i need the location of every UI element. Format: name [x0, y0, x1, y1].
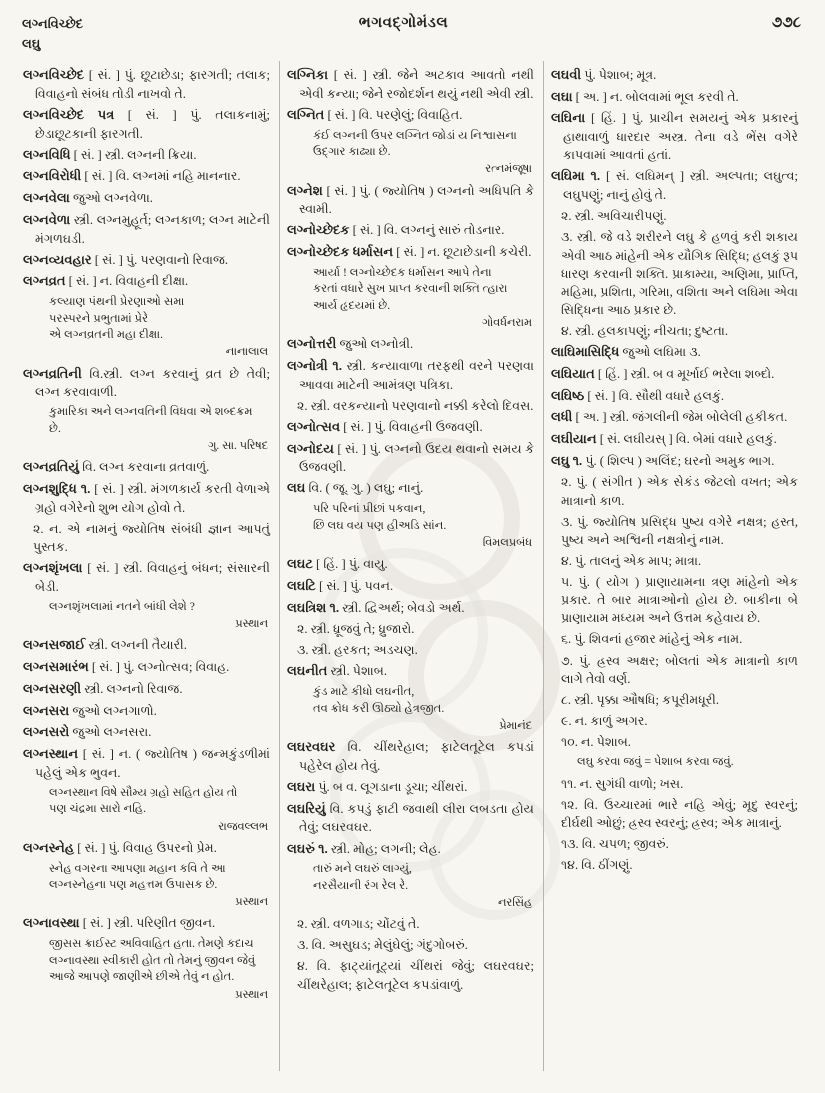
dictionary-entry: લગ્નવ્યવહાર [ સં. ] પું. પરણવાનો રિવાજ.: [23, 251, 229, 267]
citation-line: કુમારિકા અને લગ્નવતિની વિધવા એ શબ્દક્રમ: [49, 405, 253, 419]
entry-headword: લગ્નોત્તરી: [287, 336, 337, 352]
dictionary-entry: લગ્નિકા [ સં. ] સ્ત્રી. જેને અટકાવ આવતો નથી એવી કન્યા; જેને રજોદર્શન થયું નથી એવી સ્ત્રી.: [287, 67, 534, 101]
entry-headword: લગ્નસ્થાન: [23, 746, 79, 762]
dictionary-entry: લગ્નવિચ્છેદ [ સં. ] પું. છૂટાછેડા; ફારગતી; તલાક; વિવાહનો સંબંધ તોડી નાખવો તે.: [23, 67, 270, 101]
entry-headword: લગ્નિત: [287, 106, 325, 122]
entry-headword: લાઘિમાસિદ્ધિ: [551, 344, 620, 360]
dictionary-entry: લગ્નસ્થાન [ સં. ] ન. ( જ્યોતિષ ) જન્મકુંડળીમાં પહેલું એક ભુવન.: [23, 746, 270, 780]
dictionary-entry: લગ્નવિધિ [ સં. ] સ્ત્રી. લગ્નની ક્રિયા.: [23, 146, 197, 162]
dictionary-entry: લઘા [ અ. ] ન. બોલવામાં ભૂલ કરવી તે.: [551, 88, 739, 104]
entry-headword: લઘત્રિશ ૧.: [287, 599, 340, 615]
dictionary-entry: લગ્નસમારંભ [ સં. ] પું. લગ્નોત્સવ; વિવાહ.: [23, 659, 230, 675]
entry-sense: ૨. પું. ( સંગીત ) એક સેકંડ જેટલો વખત; એક માત્રાનો કાળ.: [561, 475, 798, 508]
citation-line: તારું મને લઘરું લાગ્યું,: [313, 862, 412, 876]
column-3: [543, 61, 807, 1071]
citation-line: છિ લઘ વય પણ હીઅડિ સાંન.: [313, 518, 447, 532]
dictionary-entry: લઘિયાત [ હિં. ] સ્ત્રી. બ વ મૂર્ખાઈ ભરેલા શબ્દો.: [551, 365, 775, 381]
citation-line: લગ્નશૃંખલામાં નતને બાંધી લેશે ?: [49, 599, 195, 613]
entry-citation: [287, 861, 534, 911]
entry-citation: [23, 294, 270, 360]
entry-headword: લગ્નવિરોધી: [23, 168, 82, 184]
dictionary-entry: લગ્નસજાઈ સ્ત્રી. લગ્નની તૈયારી.: [23, 637, 187, 653]
entry-headword: લઘિષ્ઠ: [551, 387, 585, 403]
citation-line: તવ ક્રોધ કરી ઊઠ્યો હેત્રજીત.: [313, 701, 445, 715]
entry-headword: લગ્નેશ: [287, 182, 323, 198]
entry-headword: લગ્નવેળા: [23, 211, 71, 227]
entry-citation: [23, 599, 270, 632]
entry-citation: [23, 936, 270, 1002]
dictionary-entry: લઘરું ૧. સ્ત્રી. મોહ; લગની; લેહ.: [287, 840, 441, 856]
citation-line: પરિ પરિનાં પ્રીછાં પકવાન,: [313, 502, 426, 516]
entry-headword: લઘરિયું: [287, 800, 326, 816]
dictionary-entry: લઘટિ [ સં. ] પું. પવન.: [287, 577, 394, 593]
entry-headword: લગ્નોચ્છેદક ધર્માસન: [287, 244, 394, 260]
citation-line: કલ્યાણ પંથની પ્રેરણાઓ સમા: [49, 295, 185, 309]
entry-citation: [287, 128, 534, 178]
entry-headword: લઘિમા ૧.: [551, 168, 601, 184]
entry-headword: લગ્નસજાઈ: [23, 637, 86, 653]
citation-line: કરતાં વધારે સુખ પ્રાપ્ત કરવાની શક્તિ ત્હારા: [313, 282, 508, 296]
dictionary-entry: લધી [ અ. ] સ્ત્રી. જંગલીની જેમ બોલેલી હકીકત.: [551, 409, 788, 425]
entry-sense: ૪. વિ. ફાટ્યાંતૂટ્યાં ચીંથરાં જેવું; લઘરવઘર; ચીંથરેહાલ; ફાટેલતૂટેલ કપડાંવાળું.: [297, 959, 534, 992]
citation-source: રાજવલ્લભ: [218, 820, 268, 833]
dictionary-entry: લગ્નવેલા જુઓ લગ્નવેળા.: [23, 190, 153, 206]
entry-sense: ૬. પું. શિવનાં હજાર માંહેનું એક નામ.: [561, 632, 743, 647]
entry-headword: લગ્નોચ્છેદક: [287, 222, 350, 238]
dictionary-entry: લગ્નશૃંખલા [ સં. ] સ્ત્રી. વિવાહનું બંધન; સંસારની બેડી.: [23, 560, 270, 594]
column-1: [16, 61, 279, 1071]
entry-sense: ૧૧. ન. સુગંધી વાળો; ખસ.: [561, 776, 684, 791]
entry-sense: ૧૦. ન. પેશાબ.: [561, 735, 631, 750]
dictionary-entry: લગ્નવિચ્છેદ પત્ર [ સં. ] પું. તલાકનામું; છેડાછૂટકાની ફારગતી.: [23, 106, 270, 141]
dictionary-entry: લગ્નિત [ સં. ] વિ. પરણેલું; વિવાહિત.: [287, 106, 463, 122]
entry-headword: લગ્નવ્યવહાર: [23, 251, 92, 267]
entry-sense: ૩. પું. જ્યોતિષ પ્રસિદ્ધ પુષ્ય વગેરે નક્ષત્ર; હસ્ત, પુષ્ય અને અશ્વિની નક્ષત્રોનું નામ.: [561, 514, 798, 547]
entry-headword: લઘવી: [551, 67, 582, 82]
page-title: ભગવદ્ગોમંડલ: [358, 15, 449, 31]
entry-citation: [287, 684, 534, 734]
entry-sense: ૪. પું. તાલનું એક માપ; માત્રા.: [561, 553, 702, 568]
page-number: ૭૭૮: [771, 15, 801, 31]
dictionary-entry: લઘરા પું. બ વ. લૂગડાના ડૂચા; ચીંથરાં.: [287, 778, 468, 794]
dictionary-entry: લઘ વિ. ( જૂ. ગુ. ) લઘુ; નાનું.: [287, 480, 424, 496]
dictionary-entry: લગ્નોત્સવ [ સં. ] પું. વિવાહની ઉજવણી.: [287, 418, 483, 434]
entry-headword: લગ્નવિચ્છેદ પત્ર: [23, 106, 115, 122]
entry-headword: લઘરવઘર: [287, 739, 336, 755]
dictionary-entry: લગ્નસરા જુઓ લગ્નગાળો.: [23, 702, 157, 718]
dictionary-entry: લઘરવઘર વિ. ચીંથરેહાલ; ફાટેલતૂટેલ કપડાં પહેરેલ હોય તેવું.: [287, 739, 534, 773]
entry-sense: ૫. પું. ( યોગ ) પ્રાણાયામના ત્રણ માંહેનો એક પ્રકાર. તે બાર માત્રાઓનો હોય છે. બાકીના બે પ્રાણાયામ મધ્યમ અને ઉત્તમ કહેવાય છે.: [561, 575, 798, 626]
dictionary-entry: લઘત્રિશ ૧. સ્ત્રી. દ્વિઅર્થ; બેવડો અર્થ.: [287, 599, 465, 615]
entry-citation: [23, 404, 270, 454]
citation-line: એ લગ્નવ્રતની મહા દીક્ષા.: [49, 328, 163, 342]
guide-word-bottom: લઘુ: [22, 35, 41, 51]
dictionary-entry: લાઘિમાસિદ્ધિ જુઓ લઘિમા ૩.: [551, 344, 701, 360]
entry-citation: [287, 501, 534, 551]
entry-sense: ૯. ન. કાળું અગર.: [561, 713, 648, 728]
guide-words: [22, 14, 83, 53]
citation-source: વિમલપ્રબંધ: [482, 537, 532, 550]
entry-headword: લઘરું ૧.: [287, 840, 328, 856]
column-2: [279, 61, 543, 1071]
entry-headword: લગ્નવેલા: [23, 190, 70, 206]
entry-headword: લઘા: [551, 88, 573, 104]
entry-headword: લગ્નશુદ્ધિ ૧.: [23, 481, 91, 497]
entry-headword: લગ્નશૃંખલા: [23, 560, 83, 576]
entry-sense: ૪. સ્ત્રી. હલકાપણું; નીચતા; દુષ્ટતા.: [561, 324, 729, 338]
entry-headword: લગ્નાવસ્થા: [23, 915, 80, 931]
citation-source: પ્રેમાનંદ: [499, 720, 532, 733]
citation-source: ગોવર્ધનરામ: [482, 317, 532, 330]
entry-sense: ૨. સ્ત્રી. અવિચારીપણું.: [561, 209, 667, 224]
citation-line: નરસૈયાની રંગ રેલ રે.: [313, 878, 409, 892]
citation-source: પ્રસ્થાન: [235, 896, 268, 909]
entry-headword: લગ્નસરણી: [23, 680, 82, 696]
entry-headword: લગ્નસરો: [23, 724, 70, 740]
citation-line: કુંડ માટે કીધો લઘનીત,: [313, 685, 415, 699]
citation-line: લગ્નસ્નેહના પણ મહત્તમ ઉપાસક છે.: [49, 877, 218, 891]
citation-source: પ્રસ્થાન: [235, 988, 268, 1001]
entry-sense: ૩. સ્ત્રી. હરકત; અડચણ.: [297, 643, 418, 658]
dictionary-entry: લઘટ [ હિં. ] પું. વાયુ.: [287, 556, 388, 572]
dictionary-entry: લગ્નેશ [ સં. ] પું. ( જ્યોતિષ ) લગ્નનો અધિપતિ કે સ્વામી.: [287, 182, 534, 217]
entry-citation: [23, 861, 270, 911]
dictionary-entry: લઘીયાન [ સં. લઘીયસ્ ] વિ. બેમાં વધારે હલકું.: [551, 431, 777, 446]
citation-source: રત્નમંજૂષા: [485, 163, 532, 176]
entry-headword: લગ્નોદય: [287, 440, 334, 456]
citation-line: લગ્નસ્થાન વિષે સૌમ્ય ગ્રહો સહિત હોય તો: [49, 785, 238, 799]
entry-headword: લઘિયાત: [551, 365, 595, 381]
entry-headword: લગ્નોત્સવ: [287, 418, 341, 434]
entry-sense: ૨. સ્ત્રી. ધ્રૂજવું તે; ધ્રુજારો.: [297, 622, 415, 637]
dictionary-entry: લઘિમા ૧. [ સં. લઘિમન્ ] સ્ત્રી. અલ્પતા; લઘુત્વ; લઘુપણું; નાનું હોવું તે.: [551, 168, 798, 203]
entry-headword: લઘનીત: [287, 663, 328, 679]
dictionary-entry: લઘરિયું વિ. કપડું ફાટી જવાથી લીરા લબડતા હોય તેવું; લઘરવઘર.: [287, 800, 534, 835]
columns-container: [16, 61, 807, 1071]
entry-sense: ૨. સ્ત્રી. વળગાડ; ચોંટવું તે.: [297, 917, 420, 932]
citation-source: નરસિંહ: [498, 897, 532, 910]
entry-sense: ૧૨. વિ. ઉચ્ચારમાં ભારે નહિ એવું; મૃદુ સ્વરનું; દીર્ઘથી ઓછું; હ્રસ્વ સ્વરનું; હ્રસ્વ; એક માત્રાનું.: [561, 797, 798, 830]
citation-source: પ્રસ્થાન: [235, 618, 268, 631]
dictionary-entry: લઘવી પું. પેશાબ; મૂત્ર.: [551, 67, 657, 82]
dictionary-entry: લગ્નવ્રતિની વિ.સ્ત્રી. લગ્ન કરવાનું વ્રત છે તેવી; લગ્ન કરવાવાળી.: [23, 365, 270, 400]
citation-line: આજે આપણે જાણીએ છીએ તેવું ન હોત.: [49, 970, 235, 984]
entry-headword: લઘીયાન: [551, 431, 597, 446]
entry-citation: [23, 785, 270, 835]
page-header: [16, 10, 807, 55]
citation-line: ઉદ્ગાર કાઢ્યા છે.: [313, 145, 391, 159]
entry-sense: ૮. સ્ત્રી. પૃક્કા ઔષધિ; કપૂરીમધૂરી.: [561, 692, 720, 707]
entry-headword: લગ્નિકા: [287, 67, 329, 82]
dictionary-entry: લગ્નવેળા સ્ત્રી. લગ્નમુહૂર્ત; લગ્નકાળ; લગ્ન માટેની મંગળઘડી.: [23, 211, 270, 246]
dictionary-entry: લગ્નોત્તરી જુઓ લગ્નોત્રી.: [287, 336, 414, 352]
dictionary-entry: લગ્નસ્નેહ [ સં. ] પું. વિવાહ ઉપરનો પ્રેમ.: [23, 839, 217, 855]
entry-headword: લઘરા: [287, 778, 316, 794]
entry-headword: લઘુ ૧.: [551, 452, 583, 468]
entry-sense: ૨. ન. એ નામનું જ્યોતિષ સંબંધી જ્ઞાન આપતું પુસ્તક.: [33, 521, 270, 554]
citation-line: આર્ય હૃદયમાં છે.: [313, 298, 391, 312]
entry-headword: લગ્નવ્રતિની: [23, 365, 82, 381]
dictionary-entry: લગ્નસરો જુઓ લગ્નસરા.: [23, 724, 152, 740]
citation-source: નાનાલાલ: [225, 346, 268, 359]
entry-sense: ૨. સ્ત્રી. વરકન્યાનો પરણવાનો નક્કી કરેલો દિવસ.: [297, 398, 534, 413]
entry-headword: લગ્નવ્રત: [23, 273, 66, 289]
citation-line: પણ ચંદ્રમા સારો નહિ.: [49, 802, 147, 816]
citation-line: પરસ્પરને પ્રભુતામાં પ્રેરે: [49, 311, 149, 325]
entry-headword: લગ્નવિચ્છેદ: [23, 67, 85, 82]
entry-headword: લઘિના: [551, 110, 586, 126]
dictionary-entry: લગ્નોચ્છેદક ધર્માસન [ સં. ] ન. છૂટાછેડાની કચેરી.: [287, 244, 532, 260]
entry-headword: લધી: [551, 409, 573, 425]
entry-citation: [551, 754, 798, 770]
citation-line: કંઈ લગ્નની ઉપર લગ્નિત જોડાં ય નિશ્વાસના: [313, 128, 517, 142]
citation-line: લગ્નાવસ્થા સ્વીકારી હોત તો તેમનું જીવન જેવું: [49, 953, 256, 967]
dictionary-entry: લગ્નાવસ્થા [ સં. ] સ્ત્રી. પરિણીત જીવન.: [23, 915, 216, 931]
dictionary-entry: લગ્નવિરોધી [ સં. ] વિ. લગ્નમાં નહિ માનનાર.: [23, 168, 241, 184]
dictionary-entry: લગ્નવ્રતિયું વિ. લગ્ન કરવાના વ્રતવાળું.: [23, 459, 210, 475]
dictionary-entry: લઘુ ૧. પું. ( શિલ્પ ) અલિંદ; ઘરનો અમુક ભાગ.: [551, 452, 775, 468]
entry-sense: ૩. સ્ત્રી. જે વડે શરીરને લઘુ કે હળવું કરી શકાય એવી આઠ માંહેની એક યૌગિક સિદ્ધિ; હલકું રૂપ ધારણ કરવાની શક્તિ. પ્રાકામ્યા, અણિમા, પ્રાપ્તિ, મહિમા, પ્રશિતા, ગરિમા, વશિતા અને લઘિમા એવા સિદ્ધિના આઠ પ્રકાર છે.: [561, 230, 798, 317]
entry-sense: ૧૪. વિ. ઠીંગણું.: [561, 858, 633, 873]
entry-citation: [287, 265, 534, 331]
citation-line: આર્યા ! લગ્નોચ્છેદક ધર્માસન આપે તેના: [313, 265, 492, 279]
entry-headword: લઘ: [287, 480, 306, 496]
guide-word-top: લગ્નવિચ્છેદ: [22, 16, 84, 31]
citation-line: લઘુ કરવા જવું = પેશાબ કરવા જવું.: [577, 755, 734, 769]
dictionary-entry: લઘિના [ હિં. ] પું. પ્રાચીન સમયનું એક પ્રકારનું હાથાવાળું ધારદાર અસ્ત્ર. તેના વડે ભેંસ વગેરે કાપવામાં આવતાં હતાં.: [551, 110, 798, 163]
entry-headword: લઘટ: [287, 556, 313, 572]
dictionary-entry: લગ્નશુદ્ધિ ૧. [ સં. ] સ્ત્રી. મંગળકાર્ય કરતી વેળાએ ગ્રહો વગેરેનો શુભ યોગ હોવો તે.: [23, 481, 270, 515]
dictionary-entry: લઘિષ્ઠ [ સં. ] વિ. સૌથી વધારે હલકું.: [551, 387, 725, 403]
citation-line: સ્નેહ વગરના આપણા મહાન કવિ તે આ: [49, 861, 226, 875]
dictionary-entry: લગ્નવ્રત [ સં. ] ન. વિવાહની દીક્ષા.: [23, 273, 189, 289]
entry-headword: લગ્નસમારંભ: [23, 659, 89, 675]
dictionary-entry: લગ્નોદય [ સં. ] પું. લગ્નનો ઉદય થવાનો સમય કે ઉજવણી.: [287, 440, 534, 475]
entry-headword: લગ્નસ્નેહ: [23, 839, 75, 855]
entry-headword: લગ્નસરા: [23, 702, 70, 718]
entry-headword: લઘટિ: [287, 577, 316, 593]
entry-headword: લગ્નોત્રી ૧.: [287, 357, 343, 373]
dictionary-entry: લગ્નોત્રી ૧. સ્ત્રી. કન્યાવાળા તરફથી વરને પરણવા આવવા માટેની આમંત્રણ પત્રિકા.: [287, 357, 534, 392]
entry-sense: ૩. વિ. અસુઘડ; મેલુંઘેલું; ગંદુગોબરું.: [297, 938, 468, 953]
citation-line: જીસસ ક્રાઈસ્ટ અવિવાહિત હતા. તેમણે કદાચ: [49, 937, 254, 951]
dictionary-entry: લઘનીત સ્ત્રી. પેશાબ.: [287, 663, 388, 679]
dictionary-entry: લગ્નોચ્છેદક [ સં. ] વિ. લગ્નનું સારું તોડનાર.: [287, 222, 505, 238]
entry-sense: ૧૩. વિ. ચપળ; જીવરું.: [561, 837, 669, 852]
entry-headword: લગ્નવિધિ: [23, 146, 71, 162]
citation-line: છે.: [49, 421, 61, 435]
entry-headword: લગ્નવ્રતિયું: [23, 459, 80, 475]
dictionary-entry: લગ્નસરણી સ્ત્રી. લગ્નનો રિવાજ.: [23, 680, 183, 696]
entry-sense: ૭. પું. હ્રસ્વ અક્ષર; બોલતાં એક માત્રાનો કાળ લાગે તેવો વર્ણ.: [561, 653, 798, 686]
citation-source: ગુ. સા. પરિષદ: [208, 440, 268, 453]
